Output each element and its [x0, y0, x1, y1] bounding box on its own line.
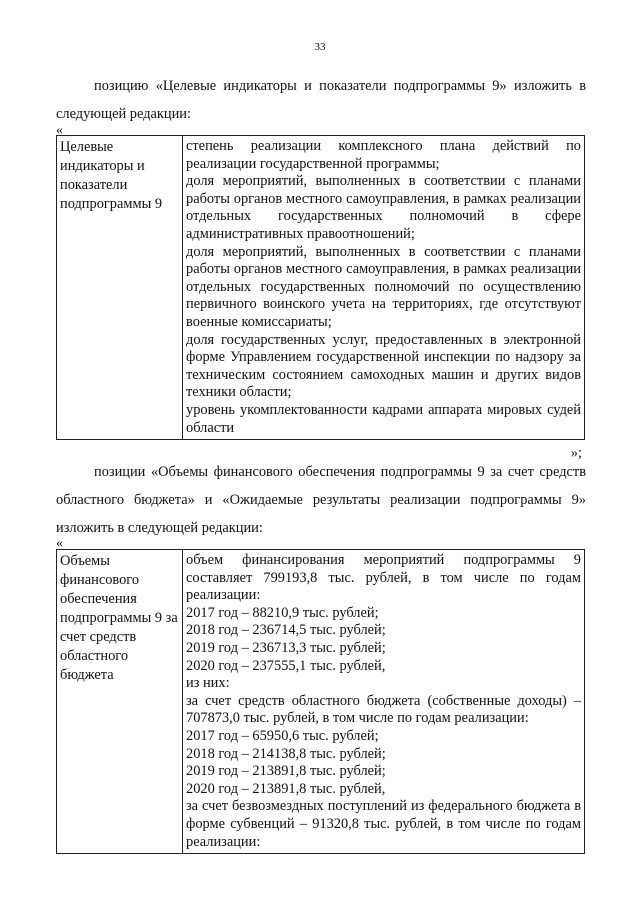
indicator-item: доля мероприятий, выполненных в соответствии с планами работы органов местного самоуправления, в рамках реализации отдельных государственных полномочий в сфере административных правоотношений;: [186, 173, 581, 242]
indicators-table: [56, 135, 585, 440]
page-number: 33: [314, 41, 326, 53]
financing-item: за счет средств областного бюджета (собственные доходы) – 707873,0 тыс. рублей, в том числе по годам реализации:: [186, 692, 581, 727]
financing-item: 2020 год – 213891,8 тыс. рублей,: [186, 780, 386, 797]
financing-item: объем финансирования мероприятий подпрограммы 9 составляет 799193,8 тыс. рублей, в том числе по годам реализации:: [186, 552, 581, 604]
table-row: [57, 136, 585, 440]
close-quote-1: »;: [570, 445, 582, 461]
paragraph-intro-2: позиции «Объемы финансового обеспечения подпрограммы 9 за счет средств областного бюджета» и «Ожидаемые результаты реализации подпрограммы 9» изложить в следующей редакции:: [56, 464, 586, 536]
financing-item: 2018 год – 214138,8 тыс. рублей;: [186, 745, 386, 762]
indicator-item: доля государственных услуг, предоставленных в электронной форме Управлением государственной инспекции по надзору за техническим состоянием самоходных машин и других видов техники области;: [186, 331, 581, 401]
open-quote-1: «: [56, 123, 63, 138]
financing-item: 2019 год – 236713,3 тыс. рублей;: [186, 639, 386, 656]
table-row: [57, 550, 585, 854]
financing-table: [56, 549, 585, 854]
indicators-label-cell: Целевые индикаторы и показатели подпрограммы 9: [57, 136, 183, 440]
indicator-item: доля мероприятий, выполненных в соответствии с планами работы органов местного самоуправления, в рамках реализации отдельных государственных полномочий по осуществлению первичного воинского учета на территориях, где отсутствуют военные комиссариаты;: [186, 243, 581, 330]
financing-item: 2017 год – 88210,9 тыс. рублей;: [186, 604, 379, 621]
financing-content-cell: [183, 550, 585, 854]
open-quote-2: «: [56, 536, 63, 551]
indicator-item: уровень укомплектованности кадрами аппарата мировых судей области: [186, 401, 581, 436]
financing-item: 2018 год – 236714,5 тыс. рублей;: [186, 622, 386, 639]
financing-item: 2017 год – 65950,6 тыс. рублей;: [186, 727, 379, 744]
financing-item: 2020 год – 237555,1 тыс. рублей,: [186, 657, 386, 674]
paragraph-intro-1: позицию «Целевые индикаторы и показатели подпрограммы 9» изложить в следующей редакции:: [56, 78, 586, 122]
indicators-content-cell: [183, 136, 585, 440]
indicator-item: степень реализации комплексного плана действий по реализации государственной программы;: [186, 138, 581, 172]
financing-item: за счет безвозмездных поступлений из федерального бюджета в форме субвенций – 91320,8 тыс. рублей, в том числе по годам реализации:: [186, 798, 581, 850]
financing-item: 2019 год – 213891,8 тыс. рублей;: [186, 763, 386, 780]
financing-item: из них:: [186, 675, 230, 692]
financing-label-cell: Объемы финансового обеспечения подпрограммы 9 за счет средств областного бюджета: [57, 550, 183, 854]
